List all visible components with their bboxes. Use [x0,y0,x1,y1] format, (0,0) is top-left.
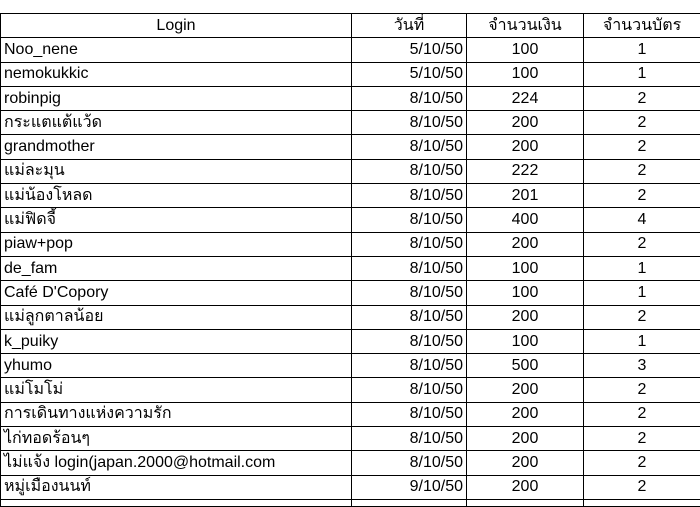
table-row [1,111,700,135]
cell-cards: 2 [584,232,700,256]
cell-empty [1,499,352,506]
table-row [1,208,700,232]
cell-date: 8/10/50 [352,159,467,183]
table-row [1,86,700,110]
table-row [1,451,700,475]
cell-amount: 100 [467,38,584,62]
cell-login: Café D'Copory [1,281,352,305]
cell-amount: 201 [467,184,584,208]
header-date: วันที่ [352,14,467,38]
cell-amount: 100 [467,62,584,86]
cell-amount: 200 [467,402,584,426]
cell-amount: 222 [467,159,584,183]
cell-cards: 2 [584,135,700,159]
cell-empty [467,499,584,506]
cell-empty [584,499,700,506]
cell-date: 5/10/50 [352,62,467,86]
table-row [1,38,700,62]
cell-amount: 500 [467,354,584,378]
cell-amount: 224 [467,86,584,110]
cell-cards: 2 [584,159,700,183]
cell-login: Noo_nene [1,38,352,62]
cell-login: หมู่เมืองนนท์ [1,475,352,499]
table-row [1,378,700,402]
cell-amount: 100 [467,281,584,305]
table-row [1,329,700,353]
cell-login: k_puiky [1,329,352,353]
cell-cards: 1 [584,256,700,280]
header-row [1,14,700,38]
cell-amount: 100 [467,256,584,280]
cell-cards: 3 [584,354,700,378]
cell-login: การเดินทางแห่งความรัก [1,402,352,426]
cell-login: robinpig [1,86,352,110]
cell-cards: 2 [584,378,700,402]
cell-cards: 1 [584,281,700,305]
cell-login: nemokukkic [1,62,352,86]
cell-cards: 2 [584,451,700,475]
cell-login: de_fam [1,256,352,280]
header-login: Login [1,14,352,38]
cell-cards: 2 [584,402,700,426]
cell-cards: 2 [584,305,700,329]
cell-login: piaw+pop [1,232,352,256]
cell-empty [352,499,467,506]
cell-login: ไม่แจ้ง login(japan.2000@hotmail.com [1,451,352,475]
cell-date: 8/10/50 [352,329,467,353]
cell-login: ไก่ทอดร้อนๆ [1,427,352,451]
cell-amount: 200 [467,427,584,451]
table-row [1,427,700,451]
table-row [1,354,700,378]
cell-login: แม่ฟิดจี้ [1,208,352,232]
table-row [1,402,700,426]
cell-cards: 2 [584,184,700,208]
table-row [1,305,700,329]
cell-cards: 1 [584,329,700,353]
cell-date: 5/10/50 [352,38,467,62]
payments-table [0,13,700,507]
cell-amount: 200 [467,232,584,256]
cell-date: 8/10/50 [352,232,467,256]
cell-date: 8/10/50 [352,427,467,451]
cell-amount: 200 [467,475,584,499]
cell-cards: 2 [584,111,700,135]
cell-date: 8/10/50 [352,354,467,378]
table-row [1,232,700,256]
cell-cards: 2 [584,475,700,499]
table-row [1,62,700,86]
table-row [1,184,700,208]
cell-amount: 400 [467,208,584,232]
cell-date: 8/10/50 [352,111,467,135]
cell-cards: 2 [584,86,700,110]
cell-date: 8/10/50 [352,208,467,232]
table-row [1,159,700,183]
table-row-partial [1,499,700,506]
cell-login: yhumo [1,354,352,378]
table-row [1,281,700,305]
cell-login: แม่โมโม่ [1,378,352,402]
cell-date: 8/10/50 [352,184,467,208]
table-row [1,256,700,280]
cell-login: แม่ละมุน [1,159,352,183]
cell-date: 8/10/50 [352,256,467,280]
header-cards: จำนวนบัตร [584,14,700,38]
cell-login: แม่น้องโหลด [1,184,352,208]
cell-date: 8/10/50 [352,86,467,110]
cell-login: แม่ลูกตาลน้อย [1,305,352,329]
table-body [1,38,700,507]
cell-date: 8/10/50 [352,451,467,475]
cell-date: 8/10/50 [352,281,467,305]
cell-amount: 200 [467,135,584,159]
cell-date: 8/10/50 [352,305,467,329]
header-amount: จำนวนเงิน [467,14,584,38]
cell-login: กระแตแต้แว้ด [1,111,352,135]
cell-amount: 100 [467,329,584,353]
cell-date: 8/10/50 [352,135,467,159]
cell-cards: 2 [584,427,700,451]
cell-cards: 1 [584,38,700,62]
cell-date: 8/10/50 [352,402,467,426]
cell-amount: 200 [467,451,584,475]
cell-login: grandmother [1,135,352,159]
cell-amount: 200 [467,111,584,135]
table-row [1,135,700,159]
cell-date: 9/10/50 [352,475,467,499]
cell-amount: 200 [467,378,584,402]
cell-amount: 200 [467,305,584,329]
cell-cards: 1 [584,62,700,86]
cell-cards: 4 [584,208,700,232]
cell-date: 8/10/50 [352,378,467,402]
